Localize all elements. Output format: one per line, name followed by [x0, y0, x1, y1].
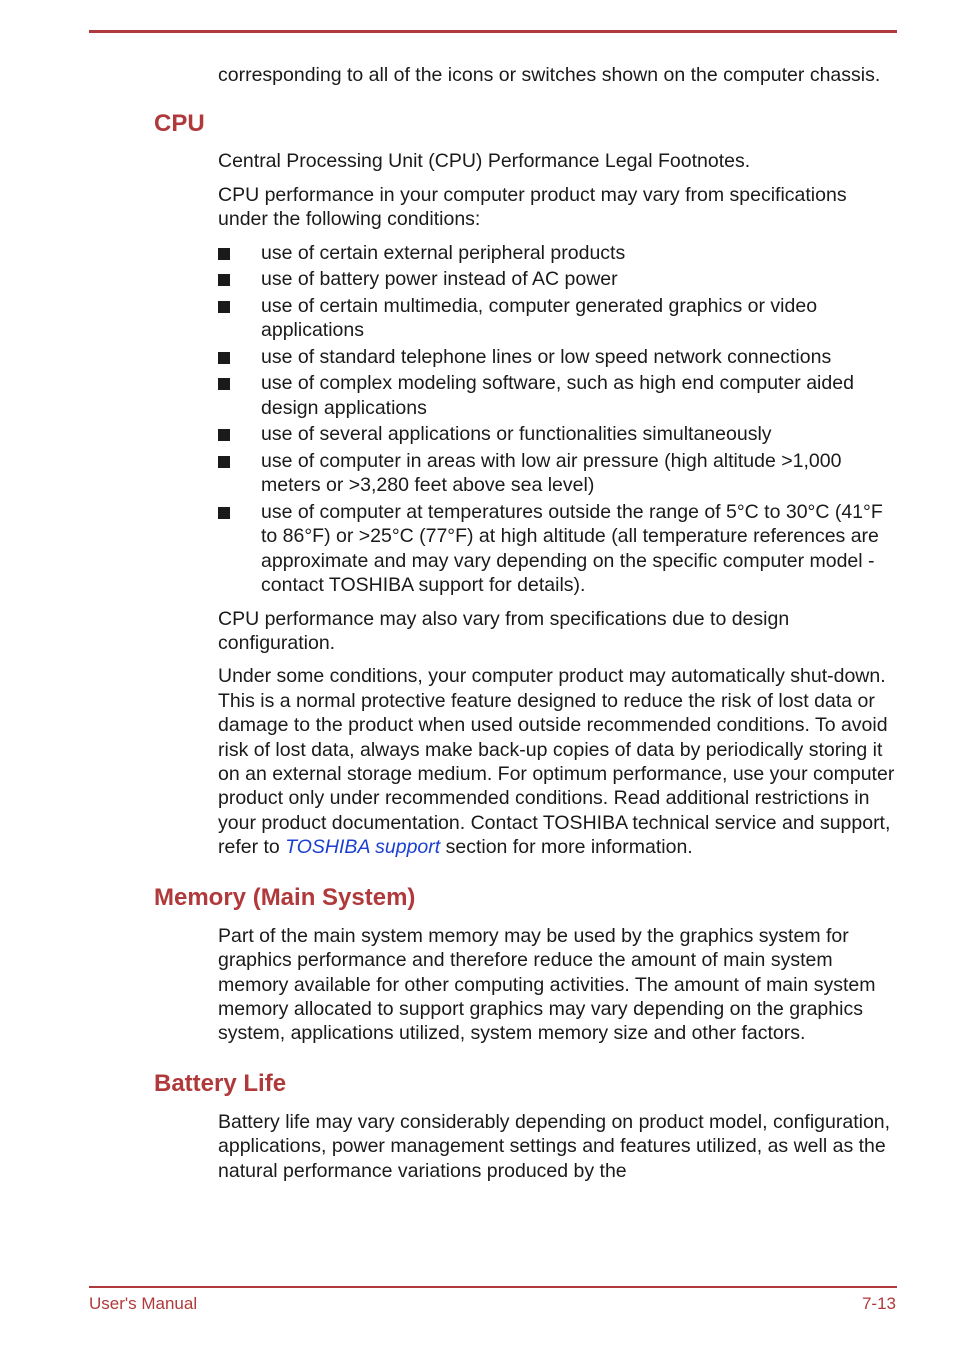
square-bullet-icon [218, 274, 230, 286]
square-bullet-icon [218, 301, 230, 313]
cpu-paragraph-2: CPU performance in your computer product may vary from specifications under the following conditions: [218, 183, 847, 231]
cpu-heading: CPU [154, 110, 205, 138]
footer-page-number: 7-13 [861, 1294, 896, 1313]
square-bullet-icon [218, 507, 230, 519]
footer-rule [89, 1286, 897, 1288]
cpu-conditions-list [218, 241, 898, 598]
cpu-paragraph-4-text: Under some conditions, your computer product may automatically shut-down. This is a normal protective feature designed to reduce the risk of lost data or damage to the product when used outside recommended conditions. To avoid risk of lost data, always make back-up copies of data by periodically storing it on an external storage medium. For optimum performance, use your computer product only under recommended conditions. Read additional restrictions in your product documentation. Contact TOSHIBA technical service and support, refer to [218, 665, 895, 859]
intro-paragraph: corresponding to all of the icons or switches shown on the computer chassis. [218, 64, 881, 86]
battery-paragraph: Battery life may vary considerably depending on product model, configuration, applications, power management settings and features utilized, as well as the natural performance variations produced by the [218, 1110, 891, 1182]
list-item [218, 267, 898, 291]
list-item [218, 241, 898, 265]
cpu-paragraph-4 [218, 664, 898, 859]
battery-heading: Battery Life [154, 1069, 287, 1097]
list-item [218, 345, 898, 369]
toshiba-support-link[interactable]: TOSHIBA support [285, 836, 441, 859]
cpu-paragraph-3: CPU performance may also vary from specifications due to design configuration. [218, 607, 790, 655]
footer-manual-title: User's Manual [89, 1294, 198, 1313]
memory-heading: Memory (Main System) [154, 883, 416, 911]
cpu-paragraph-4-tail: section for more information. [440, 836, 693, 859]
list-item-text: use of computer at temperatures outside the range of 5°C to 30°C (41°F to 86°F) or >25°C (77°F) at high altitude (all temperature references are approximate and may vary depending on the specific computer model - contact TOSHIBA support for details). [261, 501, 883, 597]
list-item [218, 500, 898, 598]
list-item-text: use of certain external peripheral products [261, 241, 626, 264]
cpu-paragraph-1: Central Processing Unit (CPU) Performance Legal Footnotes. [218, 150, 751, 173]
list-item-text: use of computer in areas with low air pressure (high altitude >1,000 meters or >3,280 feet above sea level) [261, 450, 842, 497]
list-item-text: use of complex modeling software, such as high end computer aided design applications [261, 372, 854, 419]
square-bullet-icon [218, 456, 230, 468]
list-item-text: use of battery power instead of AC power [261, 268, 618, 291]
list-item [218, 449, 898, 498]
list-item-text: use of certain multimedia, computer generated graphics or video applications [261, 294, 818, 342]
square-bullet-icon [218, 352, 230, 364]
header-rule [89, 30, 897, 33]
memory-paragraph: Part of the main system memory may be used by the graphics system for graphics performance and therefore reduce the amount of main system memory available for other computing activities. The amount of main system memory allocated to support graphics may vary depending on the graphics system, applications utilized, system memory size and other factors. [218, 924, 876, 1045]
square-bullet-icon [218, 248, 230, 260]
square-bullet-icon [218, 429, 230, 441]
list-item-text: use of several applications or functionalities simultaneously [261, 423, 772, 446]
list-item-text: use of standard telephone lines or low speed network connections [261, 345, 832, 368]
list-item [218, 294, 898, 343]
list-item [218, 371, 898, 420]
list-item [218, 422, 898, 446]
page-content [0, 63, 954, 1192]
square-bullet-icon [218, 378, 230, 390]
